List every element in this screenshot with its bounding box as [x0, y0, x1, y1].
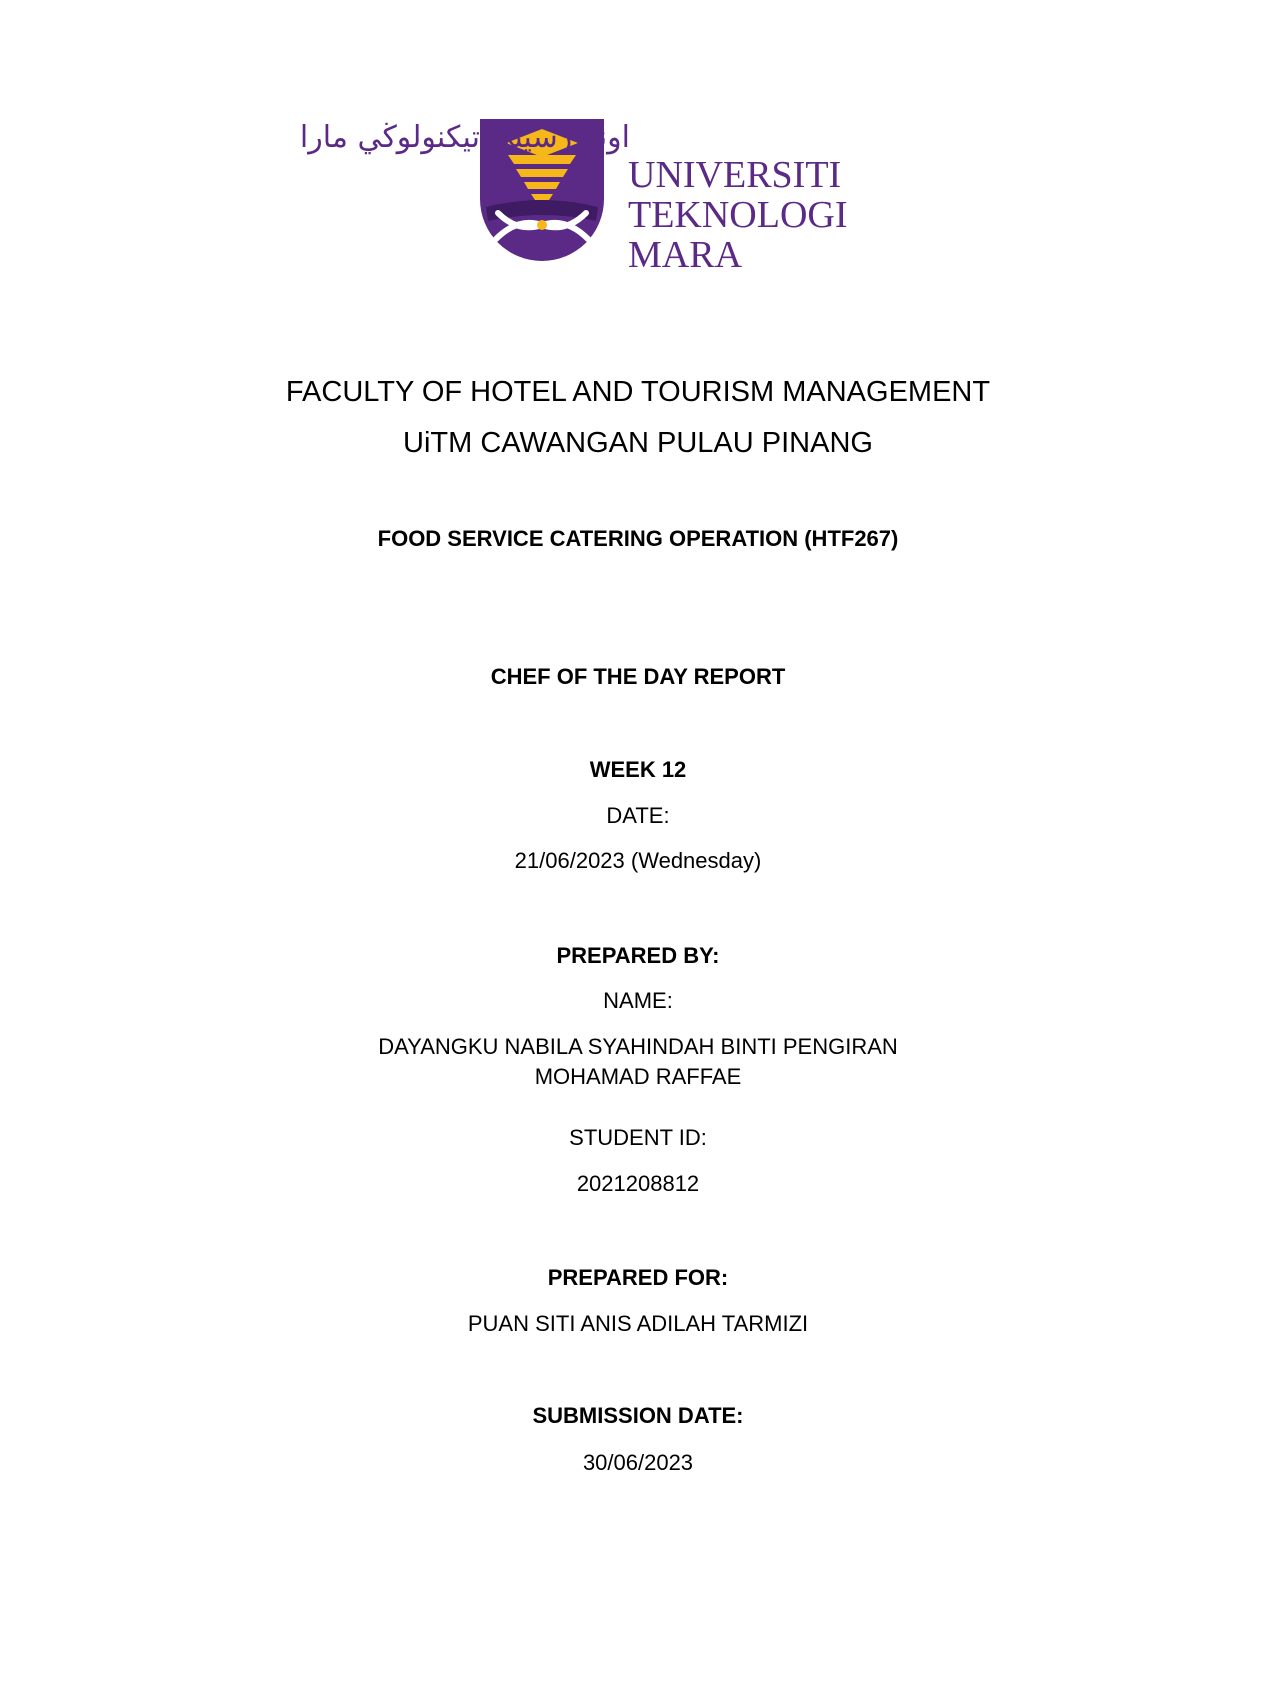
campus-title: UiTM CAWANGAN PULAU PINANG [403, 427, 873, 459]
submission-date-heading: SUBMISSION DATE: [532, 1403, 744, 1428]
student-id-label: STUDENT ID: [569, 1125, 707, 1150]
logo-jawi-text: اونيۏرسيتي تيكنولوڬي مارا [299, 120, 630, 155]
uitm-logo [299, 117, 858, 277]
week-label: WEEK 12 [589, 757, 687, 782]
submission-date-value: 30/06/2023 [582, 1450, 694, 1475]
student-name-line-2: MOHAMAD RAFFAE [534, 1064, 742, 1089]
course-title: FOOD SERVICE CATERING OPERATION (HTF267) [377, 526, 899, 551]
svg-text:MARA: MARA [628, 234, 743, 276]
faculty-title: FACULTY OF HOTEL AND TOURISM MANAGEMENT [285, 376, 991, 408]
svg-text:TEKNOLOGI: TEKNOLOGI [628, 194, 848, 236]
date-value: 21/06/2023 (Wednesday) [514, 848, 762, 873]
prepared-by-heading: PREPARED BY: [556, 943, 720, 968]
svg-text:UNIVERSITI: UNIVERSITI [628, 154, 842, 196]
student-id-value: 2021208812 [576, 1171, 700, 1196]
prepared-for-heading: PREPARED FOR: [547, 1265, 729, 1290]
logo-wordmark [628, 154, 848, 276]
lecturer-name: PUAN SITI ANIS ADILAH TARMIZI [467, 1311, 809, 1336]
date-label: DATE: [606, 803, 670, 828]
student-name-line-1: DAYANGKU NABILA SYAHINDAH BINTI PENGIRAN [378, 1034, 898, 1059]
report-title: CHEF OF THE DAY REPORT [490, 664, 786, 689]
name-label: NAME: [603, 988, 673, 1013]
